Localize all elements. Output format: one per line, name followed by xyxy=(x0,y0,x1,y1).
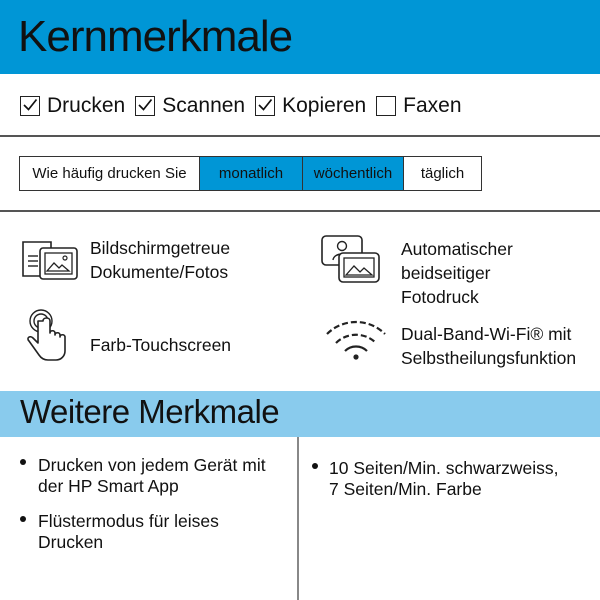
feature-label: Scannen xyxy=(162,94,246,117)
feature-text-duplex xyxy=(401,237,513,309)
checkbox-checked-icon xyxy=(135,96,155,116)
list-item-line: Drucken von jedem Gerät mit xyxy=(38,455,266,475)
feature-text-wifi xyxy=(401,322,576,370)
feature-label: Kopieren xyxy=(282,94,367,117)
feature-line: beidseitiger xyxy=(401,263,491,283)
feature-line: Automatischer xyxy=(401,239,513,259)
feature-line: Selbstheilungsfunktion xyxy=(401,348,577,368)
frequency-question: Wie häufig drucken Sie xyxy=(32,165,187,182)
section-title: Weitere Merkmale xyxy=(20,393,280,430)
feature-line: Dual-Band-Wi-Fi® mit xyxy=(401,324,572,344)
feature-fax xyxy=(376,94,461,118)
bullet-icon xyxy=(20,516,26,522)
feature-line: Bildschirmgetreue xyxy=(90,238,231,258)
feature-line: Fotodruck xyxy=(401,287,479,307)
list-item xyxy=(329,458,559,500)
feature-text-documents xyxy=(90,236,230,284)
list-item-line: 10 Seiten/Min. schwarzweiss, xyxy=(329,458,559,478)
checkbox-checked-icon xyxy=(20,96,40,116)
feature-line: Dokumente/Fotos xyxy=(90,262,229,282)
bullet-icon xyxy=(20,459,26,465)
list-item-line: Flüstermodus für leises xyxy=(38,511,219,531)
wifi-icon xyxy=(323,320,389,367)
touch-hand-icon xyxy=(26,308,70,369)
checkbox-checked-icon xyxy=(255,96,275,116)
feature-copy xyxy=(255,94,366,118)
frequency-option-daily: täglich xyxy=(403,157,481,190)
print-frequency-selector xyxy=(19,156,482,191)
divider xyxy=(0,135,600,137)
feature-scan xyxy=(135,94,245,118)
page-title: Kernmerkmale xyxy=(18,12,293,61)
bullet-icon xyxy=(312,463,318,469)
feature-label: Drucken xyxy=(47,94,126,117)
frequency-option-monthly: monatlich xyxy=(199,157,302,190)
frequency-option-weekly: wöchentlich xyxy=(302,157,403,190)
column-divider xyxy=(297,437,299,600)
list-item-line: Drucken xyxy=(38,532,104,552)
list-item-line: 7 Seiten/Min. Farbe xyxy=(329,479,482,499)
feature-checklist xyxy=(20,92,472,120)
documents-photos-icon xyxy=(20,234,80,289)
feature-line: Farb-Touchscreen xyxy=(90,335,232,355)
feature-print xyxy=(20,94,125,118)
list-item-line: der HP Smart App xyxy=(38,476,179,496)
list-item xyxy=(38,455,266,497)
feature-text-touchscreen xyxy=(90,333,231,357)
divider xyxy=(0,210,600,212)
feature-label: Faxen xyxy=(403,94,462,117)
checkbox-empty-icon xyxy=(376,96,396,116)
list-item xyxy=(38,511,219,553)
photo-duplex-icon xyxy=(320,233,382,290)
